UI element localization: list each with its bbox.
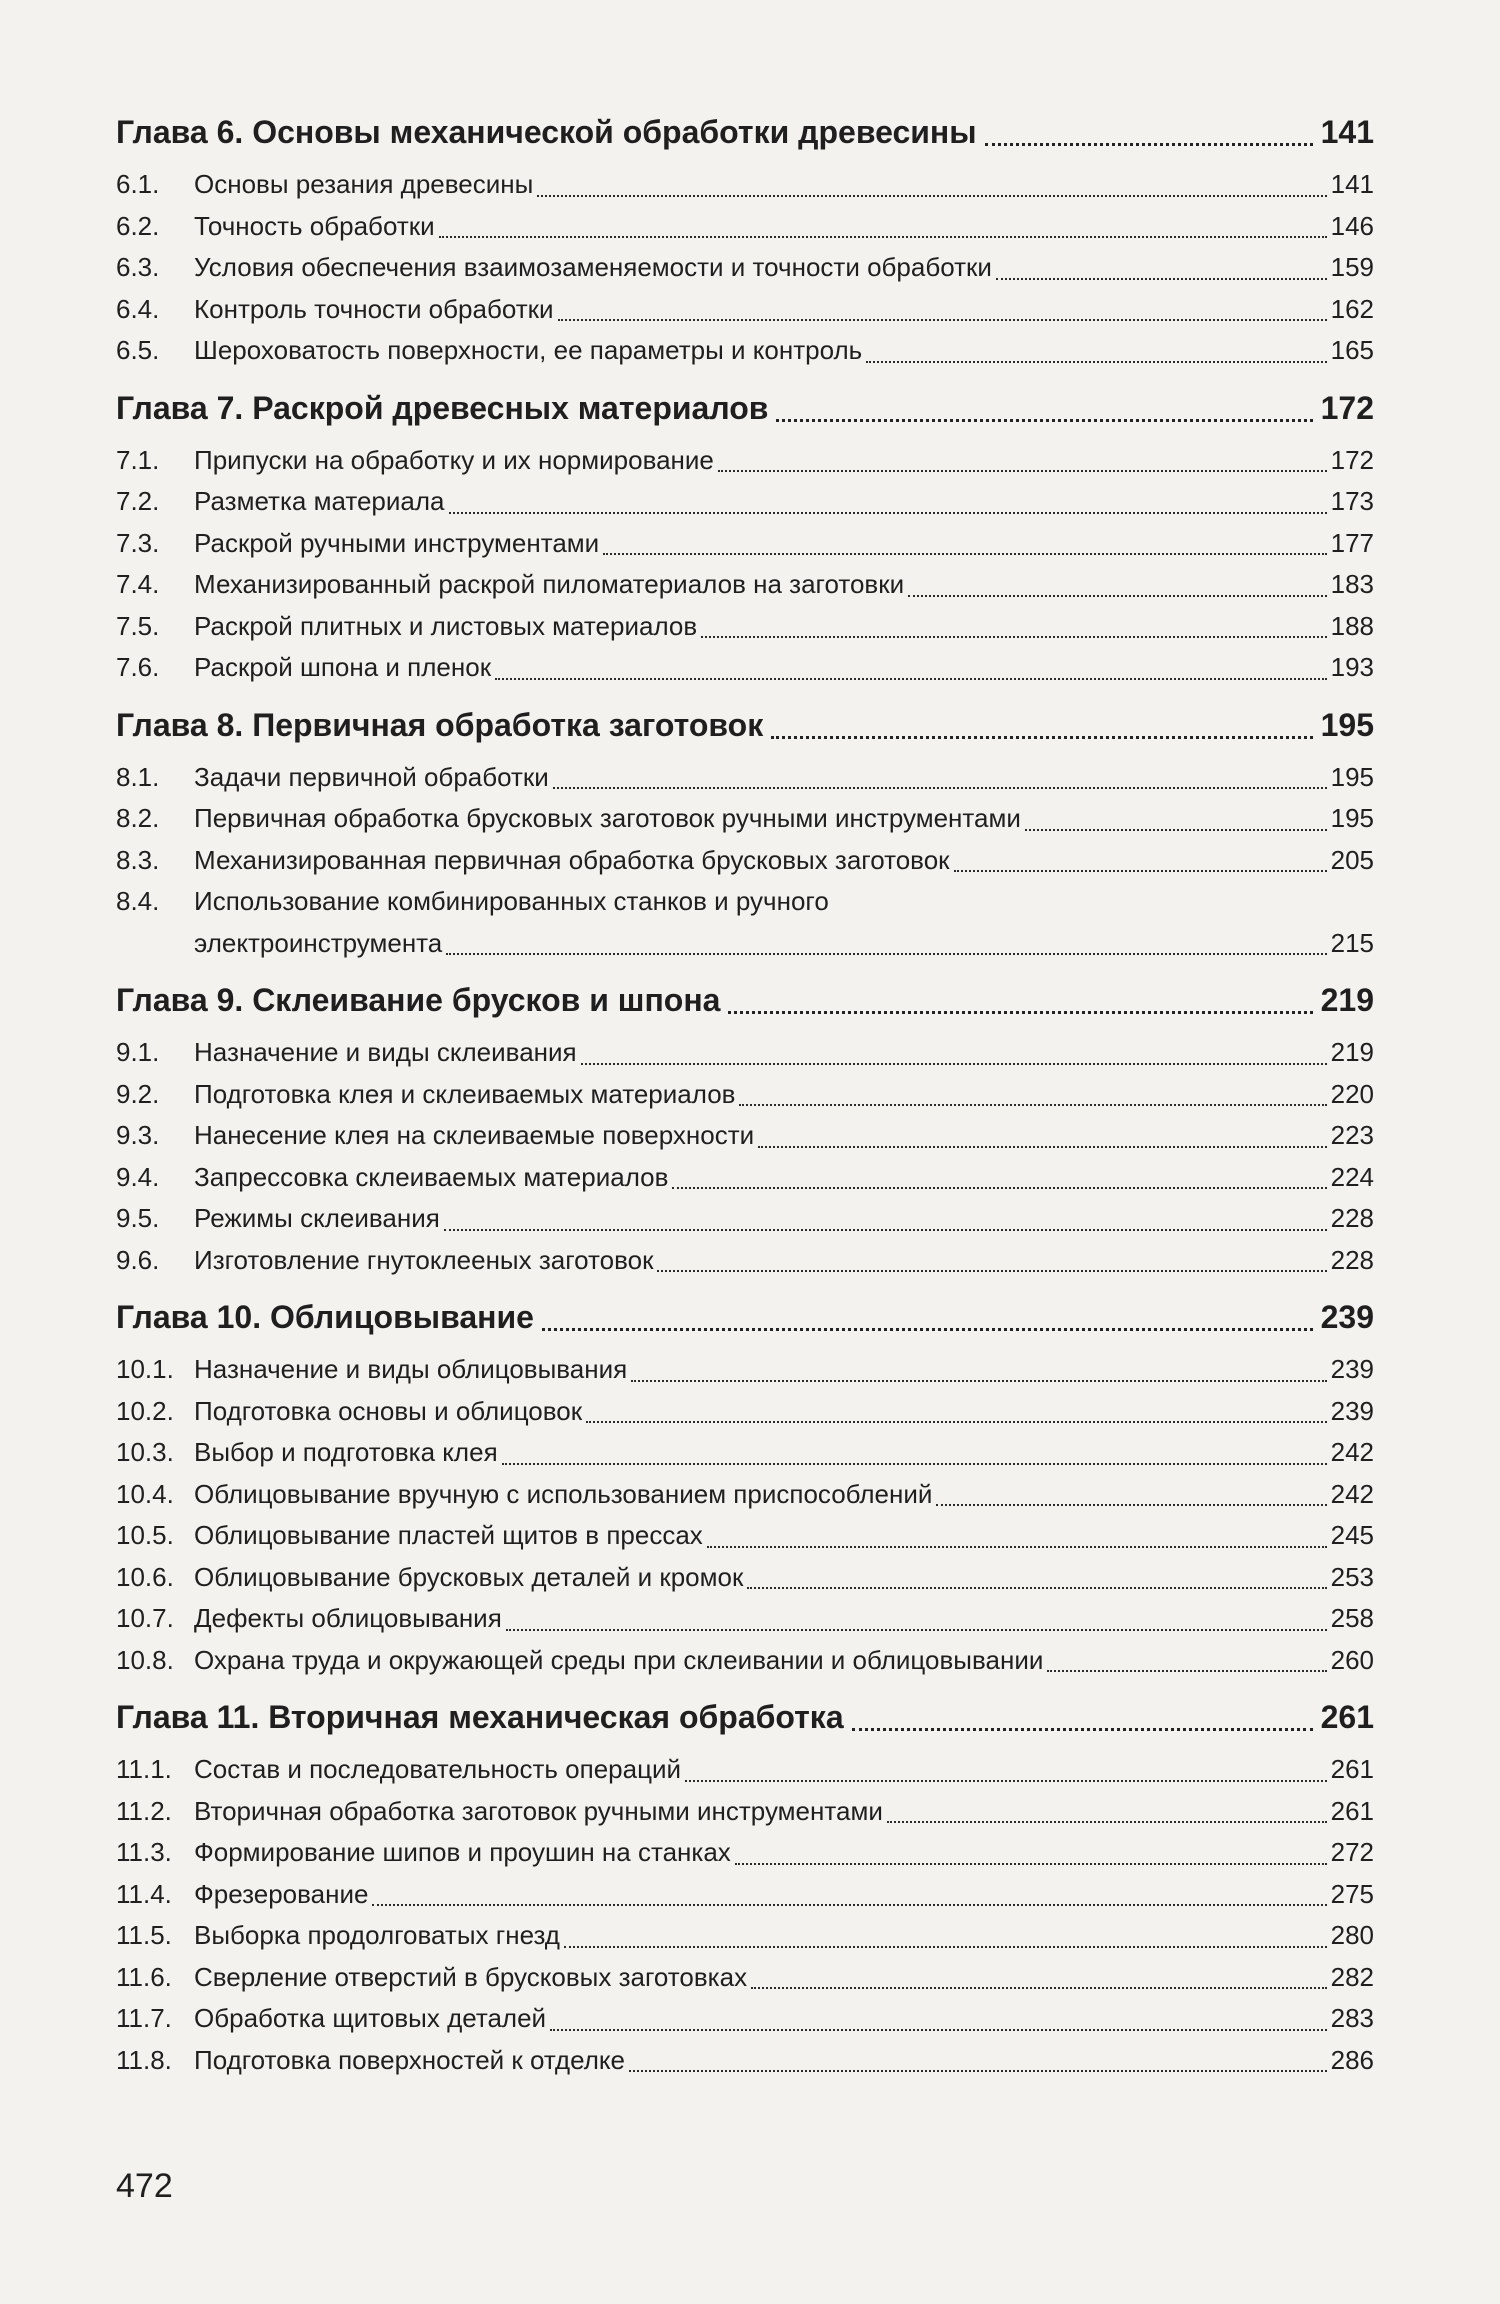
entry-title: Точность обработки [194,210,435,241]
entry-page-number: 239 [1330,1354,1374,1384]
entry-page-number: 220 [1330,1078,1374,1109]
dot-leader [985,143,1313,146]
toc-entry [116,1157,1374,1199]
toc-entry [116,798,1374,840]
toc-entry [116,247,1374,289]
entry-title: Задачи первичной обработки [194,761,549,792]
entry-title: Дефекты облицовывания [194,1603,502,1633]
toc-chapter [116,976,1374,1281]
entry-title: Облицовывание пластей щитов в прессах [194,1520,703,1550]
entry-page-number: 245 [1330,1520,1374,1550]
entry-number: 11.5. [116,1920,172,1950]
dot-leader [685,1780,1327,1782]
entry-page-number: 177 [1330,527,1374,558]
entry-number: 7.3. [116,527,160,558]
dot-leader [444,1229,1327,1231]
chapter-page-number: 141 [1320,114,1374,150]
dot-leader [439,236,1327,238]
entry-title: Нанесение клея на склеиваемые поверхности [194,1120,755,1150]
toc-entry [116,1240,1374,1282]
dot-leader [446,953,1327,955]
toc-entry [116,881,1374,964]
dot-leader [629,2070,1327,2072]
toc-chapter [116,384,1374,689]
entry-number: 9.2. [116,1078,160,1109]
entry-body [194,881,1374,964]
entry-title: Подготовка клея и склеиваемых материалов [194,1078,736,1109]
dot-leader [657,1270,1327,1272]
toc-entry [116,606,1374,648]
entry-number: 10.7. [116,1603,174,1633]
dot-leader [1047,1670,1327,1672]
dot-leader [751,1987,1327,1989]
entry-page-number: 282 [1330,1961,1374,1992]
entry-title: Назначение и виды облицовывания [194,1354,628,1384]
entry-page-number: 260 [1330,1644,1374,1675]
entry-title: Облицовывание вручную с использованием приспособлений [194,1478,933,1509]
entry-number: 7.4. [116,569,160,599]
entry-title: Использование комбинированных станков и ручного [194,886,829,916]
chapter-page-number: 261 [1320,1699,1374,1735]
toc-entry [116,289,1374,331]
toc-entry [116,1074,1374,1116]
entry-number: 7.5. [116,610,160,641]
chapter-title-text: Глава 10. Облицовывание [116,1299,534,1335]
entry-title: Условия обеспечения взаимозаменяемости и точности обработки [194,252,992,282]
entry-number: 11.3. [116,1837,172,1867]
toc-entry [116,1115,1374,1157]
dot-leader [771,736,1312,739]
table-of-contents [116,108,1374,2093]
entry-page-number: 239 [1330,1395,1374,1426]
entry-title: Подготовка основы и облицовок [194,1395,583,1426]
entry-title: Контроль точности обработки [194,293,554,324]
dot-leader [502,1463,1327,1465]
entry-number: 9.1. [116,1037,160,1067]
toc-entry [116,330,1374,372]
toc-chapter [116,1693,1374,2081]
chapter-page-number: 239 [1320,1299,1374,1335]
entry-number: 11.2. [116,1795,172,1826]
chapter-title-text: Глава 8. Первичная обработка заготовок [116,706,764,743]
entry-number: 7.1. [116,444,160,475]
entry-number: 8.1. [116,761,160,792]
toc-entry [116,206,1374,248]
entry-title: Сверление отверстий в брусковых заготовках [194,1961,748,1992]
entry-page-number: 253 [1330,1561,1374,1592]
toc-chapter [116,1293,1374,1681]
entry-number: 10.1. [116,1354,174,1384]
chapter-heading [116,1293,1374,1341]
entry-page-number: 286 [1330,2044,1374,2075]
dot-leader [553,787,1327,789]
entry-title: Формирование шипов и проушин на станках [194,1837,731,1867]
dot-leader [672,1187,1327,1189]
entry-page-number: 224 [1330,1161,1374,1192]
entry-title-continued [194,923,1374,965]
dot-leader [506,1629,1327,1631]
entry-page-number: 188 [1330,610,1374,641]
entry-page-number: 228 [1330,1203,1374,1233]
chapter-heading [116,108,1374,156]
entry-number: 11.4. [116,1878,172,1909]
dot-leader [852,1728,1313,1731]
entry-number: 9.5. [116,1203,160,1233]
entry-number: 10.4. [116,1478,174,1509]
toc-entry [116,1957,1374,1999]
toc-entry [116,1515,1374,1557]
entry-page-number: 193 [1330,652,1374,682]
dot-leader [936,1504,1327,1506]
toc-entry [116,757,1374,799]
chapter-title-text: Глава 7. Раскрой древесных материалов [116,389,769,426]
entry-title: Основы резания древесины [194,169,534,199]
entry-title: Раскрой шпона и пленок [194,652,492,682]
dot-leader [537,195,1327,197]
dot-leader [631,1380,1327,1382]
entry-title: Выборка продолговатых гнезд [194,1920,560,1950]
entry-title: Фрезерование [194,1878,369,1909]
entry-page-number: 242 [1330,1478,1374,1509]
dot-leader [586,1421,1327,1423]
entry-page-number: 283 [1330,2003,1374,2033]
entry-title: Механизированная первичная обработка брусковых заготовок [194,844,950,875]
entry-page-number: 195 [1330,803,1374,833]
dot-leader [996,278,1327,280]
entry-page-number: 183 [1330,569,1374,599]
entry-title: Состав и последовательность операций [194,1754,682,1784]
dot-leader [776,419,1312,422]
entry-title: Режимы склеивания [194,1203,440,1233]
dot-leader [372,1904,1327,1906]
entry-page-number: 280 [1330,1920,1374,1950]
entry-number: 11.6. [116,1961,172,1992]
entry-page-number: 195 [1330,761,1374,792]
dot-leader [581,1063,1327,1065]
dot-leader [739,1104,1327,1106]
entry-title: Раскрой ручными инструментами [194,527,600,558]
entry-title: Облицовывание брусковых деталей и кромок [194,1561,744,1592]
chapter-heading [116,1693,1374,1741]
entry-title: Подготовка поверхностей к отделке [194,2044,625,2075]
entry-page-number: 173 [1330,486,1374,516]
toc-entry [116,564,1374,606]
toc-entry [116,1915,1374,1957]
entry-number: 9.3. [116,1120,160,1150]
dot-leader [550,2029,1327,2031]
entry-page-number: 205 [1330,844,1374,875]
dot-leader [747,1587,1327,1589]
page-number: 472 [116,2167,173,2205]
toc-entry [116,1598,1374,1640]
toc-entry [116,523,1374,565]
dot-leader [449,512,1328,514]
entry-number: 10.5. [116,1520,174,1550]
toc-entry [116,1391,1374,1433]
chapter-page-number: 195 [1320,706,1374,743]
entry-number: 8.4. [116,886,160,916]
entry-number: 6.3. [116,252,160,282]
toc-entry [116,1791,1374,1833]
entry-page-number: 159 [1330,252,1374,282]
dot-leader [542,1328,1313,1331]
dot-leader [564,1946,1327,1948]
toc-entry [116,1874,1374,1916]
dot-leader [701,636,1327,638]
toc-chapter [116,701,1374,965]
toc-entry [116,1474,1374,1516]
entry-page-number: 258 [1330,1603,1374,1633]
entry-title: Изготовление гнутоклееных заготовок [194,1244,654,1275]
entry-title: Охрана труда и окружающей среды при склеивании и облицовывании [194,1644,1044,1675]
entry-number: 6.5. [116,335,160,365]
entry-page-number: 215 [1330,927,1374,958]
toc-entry [116,1032,1374,1074]
dot-leader [908,595,1327,597]
chapter-heading [116,384,1374,432]
entry-page-number: 141 [1330,169,1374,199]
chapter-heading [116,976,1374,1024]
chapter-title-text: Глава 11. Вторичная механическая обработка [116,1699,844,1735]
entry-number: 6.2. [116,210,160,241]
dot-leader [603,553,1327,555]
entry-page-number: 261 [1330,1795,1374,1826]
chapter-page-number: 219 [1320,982,1374,1018]
toc-entry [116,1432,1374,1474]
dot-leader [495,678,1327,680]
entry-number: 7.6. [116,652,160,682]
entry-number: 9.6. [116,1244,160,1275]
entry-page-number: 146 [1330,210,1374,241]
entry-page-number: 223 [1330,1120,1374,1150]
toc-entry [116,1349,1374,1391]
toc-entry [116,1832,1374,1874]
entry-number: 6.1. [116,169,160,199]
entry-number: 10.2. [116,1395,174,1426]
toc-chapter [116,108,1374,372]
dot-leader [707,1546,1327,1548]
dot-leader [728,1011,1312,1014]
chapter-title-text: Глава 6. Основы механической обработки древесины [116,114,977,150]
dot-leader [1025,829,1327,831]
toc-entry [116,1749,1374,1791]
entry-title: Назначение и виды склеивания [194,1037,577,1067]
entry-page-number: 275 [1330,1878,1374,1909]
toc-entry [116,481,1374,523]
entry-number: 9.4. [116,1161,160,1192]
entry-number: 8.3. [116,844,160,875]
toc-entry [116,440,1374,482]
entry-page-number: 172 [1330,444,1374,475]
toc-entry [116,840,1374,882]
entry-number: 10.6. [116,1561,174,1592]
entry-page-number: 219 [1330,1037,1374,1067]
dot-leader [735,1863,1327,1865]
entry-number: 11.7. [116,2003,172,2033]
toc-entry [116,647,1374,689]
entry-title: Вторичная обработка заготовок ручными инструментами [194,1795,883,1826]
entry-title: Шероховатость поверхности, ее параметры и контроль [194,335,863,365]
entry-number: 7.2. [116,486,160,516]
chapter-title-text: Глава 9. Склеивание брусков и шпона [116,982,721,1018]
dot-leader [887,1821,1327,1823]
entry-page-number: 261 [1330,1754,1374,1784]
toc-entry [116,2040,1374,2082]
entry-title: Механизированный раскрой пиломатериалов на заготовки [194,569,905,599]
entry-number: 11.1. [116,1754,172,1784]
entry-number: 11.8. [116,2044,172,2075]
toc-entry [116,1640,1374,1682]
dot-leader [558,319,1327,321]
entry-number: 10.8. [116,1644,174,1675]
toc-entry [116,1557,1374,1599]
entry-number: 6.4. [116,293,160,324]
entry-title: Первичная обработка брусковых заготовок ручными инструментами [194,803,1021,833]
entry-page-number: 272 [1330,1837,1374,1867]
entry-page-number: 162 [1330,293,1374,324]
dot-leader [866,361,1327,363]
dot-leader [718,470,1327,472]
entry-title: Разметка материала [194,486,445,516]
toc-entry [116,164,1374,206]
entry-title: Запрессовка склеиваемых материалов [194,1161,669,1192]
chapter-page-number: 172 [1320,389,1374,426]
toc-entry [116,1198,1374,1240]
entry-title-line-2: электроинструмента [194,927,443,958]
chapter-heading [116,701,1374,749]
entry-title: Выбор и подготовка клея [194,1437,498,1467]
entry-page-number: 165 [1330,335,1374,365]
entry-title: Раскрой плитных и листовых материалов [194,610,698,641]
entry-title: Обработка щитовых деталей [194,2003,547,2033]
entry-title: Припуски на обработку и их нормирование [194,444,714,475]
entry-number: 8.2. [116,803,160,833]
dot-leader [954,870,1327,872]
entry-page-number: 228 [1330,1244,1374,1275]
dot-leader [758,1146,1327,1148]
entry-page-number: 242 [1330,1437,1374,1467]
toc-entry [116,1998,1374,2040]
entry-number: 10.3. [116,1437,174,1467]
